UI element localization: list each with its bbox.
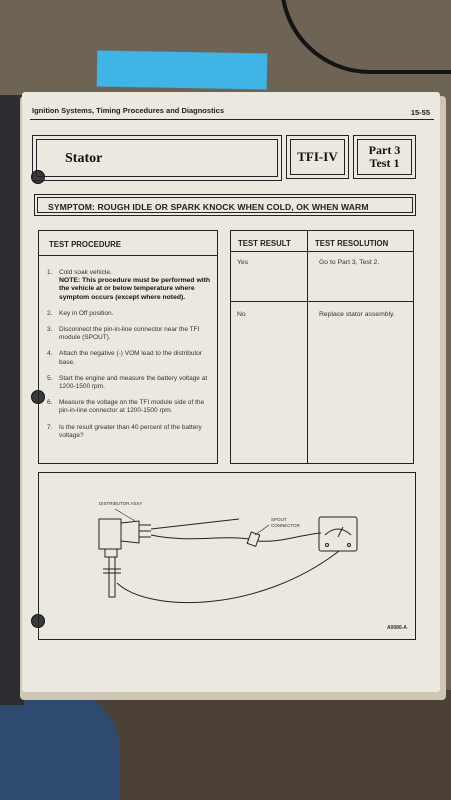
symptom-box	[34, 194, 416, 216]
system-box	[286, 135, 349, 179]
procedure-step: 5. Start the engine and measure the battery voltage at 1200-1500 rpm.	[47, 374, 208, 391]
distributor-label: DISTRIBUTOR ASSY	[99, 501, 143, 506]
test-result-table	[230, 230, 414, 464]
spout-connector	[247, 532, 260, 546]
sticky-tab	[97, 51, 268, 90]
test-procedure-box	[38, 230, 218, 464]
test-label: Test 1	[369, 156, 400, 170]
distributor-body	[99, 519, 121, 549]
header-rule	[30, 119, 434, 120]
procedure-step: 1. Cold soak vehicle. NOTE: This procedure must be performed with the vehicle at or below temperature where symptom occurs (except where noted).	[47, 269, 211, 301]
distributor-shaft	[109, 557, 115, 597]
test-resolution-header: TEST RESOLUTION	[315, 239, 389, 248]
procedure-step: 3. Disconnect the pin-in-line connector near the TFI module (SPOUT).	[47, 326, 200, 342]
connector-label: CONNECTOR	[271, 523, 300, 528]
symptom-text: SYMPTOM: ROUGH IDLE OR SPARK KNOCK WHEN COLD, OK WHEN WARM	[37, 197, 413, 213]
procedure-step: 4. Attach the negative (-) VOM lead to the distributor base.	[47, 350, 203, 366]
wiring-diagram	[38, 472, 416, 640]
procedure-step: 6. Measure the voltage on the TFI module side of the pin-in-line connector at 1200-1500 rpm.	[47, 399, 205, 415]
procedure-step: 7. Is the result greater than 40 percent of the battery voltage?	[47, 423, 202, 439]
procedure-note: NOTE: This procedure must be performed with the vehicle at or below temperature where symptom occurs (except where noted).	[59, 277, 211, 301]
component-title: Stator	[65, 151, 103, 166]
component-title-box	[32, 135, 282, 181]
result-cell: No	[237, 311, 246, 318]
result-cell: Yes	[237, 259, 249, 266]
part-test-box	[353, 135, 416, 179]
procedure-steps	[47, 269, 211, 448]
section-title: Ignition Systems, Timing Procedures and Diagnostics	[32, 106, 224, 115]
resolution-cell: Replace stator assembly.	[319, 311, 395, 318]
manual-page	[22, 92, 440, 692]
procedure-step: 2. Key in Off position.	[47, 309, 114, 317]
vom-meter	[319, 517, 357, 551]
spout-label: SPOUT	[271, 517, 287, 522]
page-number: 15-55	[410, 108, 430, 117]
test-result-header: TEST RESULT	[238, 239, 291, 248]
resolution-cell: Go to Part 3, Test 2.	[319, 259, 380, 266]
background-fabric	[0, 690, 120, 800]
distributor-module	[121, 521, 139, 543]
test-procedure-title: TEST PROCEDURE	[49, 240, 121, 249]
figure-code: A0086-A	[386, 625, 407, 631]
system-label: TFI-IV	[290, 139, 345, 175]
background-cable	[280, 0, 451, 74]
part-label: Part 3	[368, 143, 401, 157]
wiring-diagram-drawing	[39, 473, 417, 641]
